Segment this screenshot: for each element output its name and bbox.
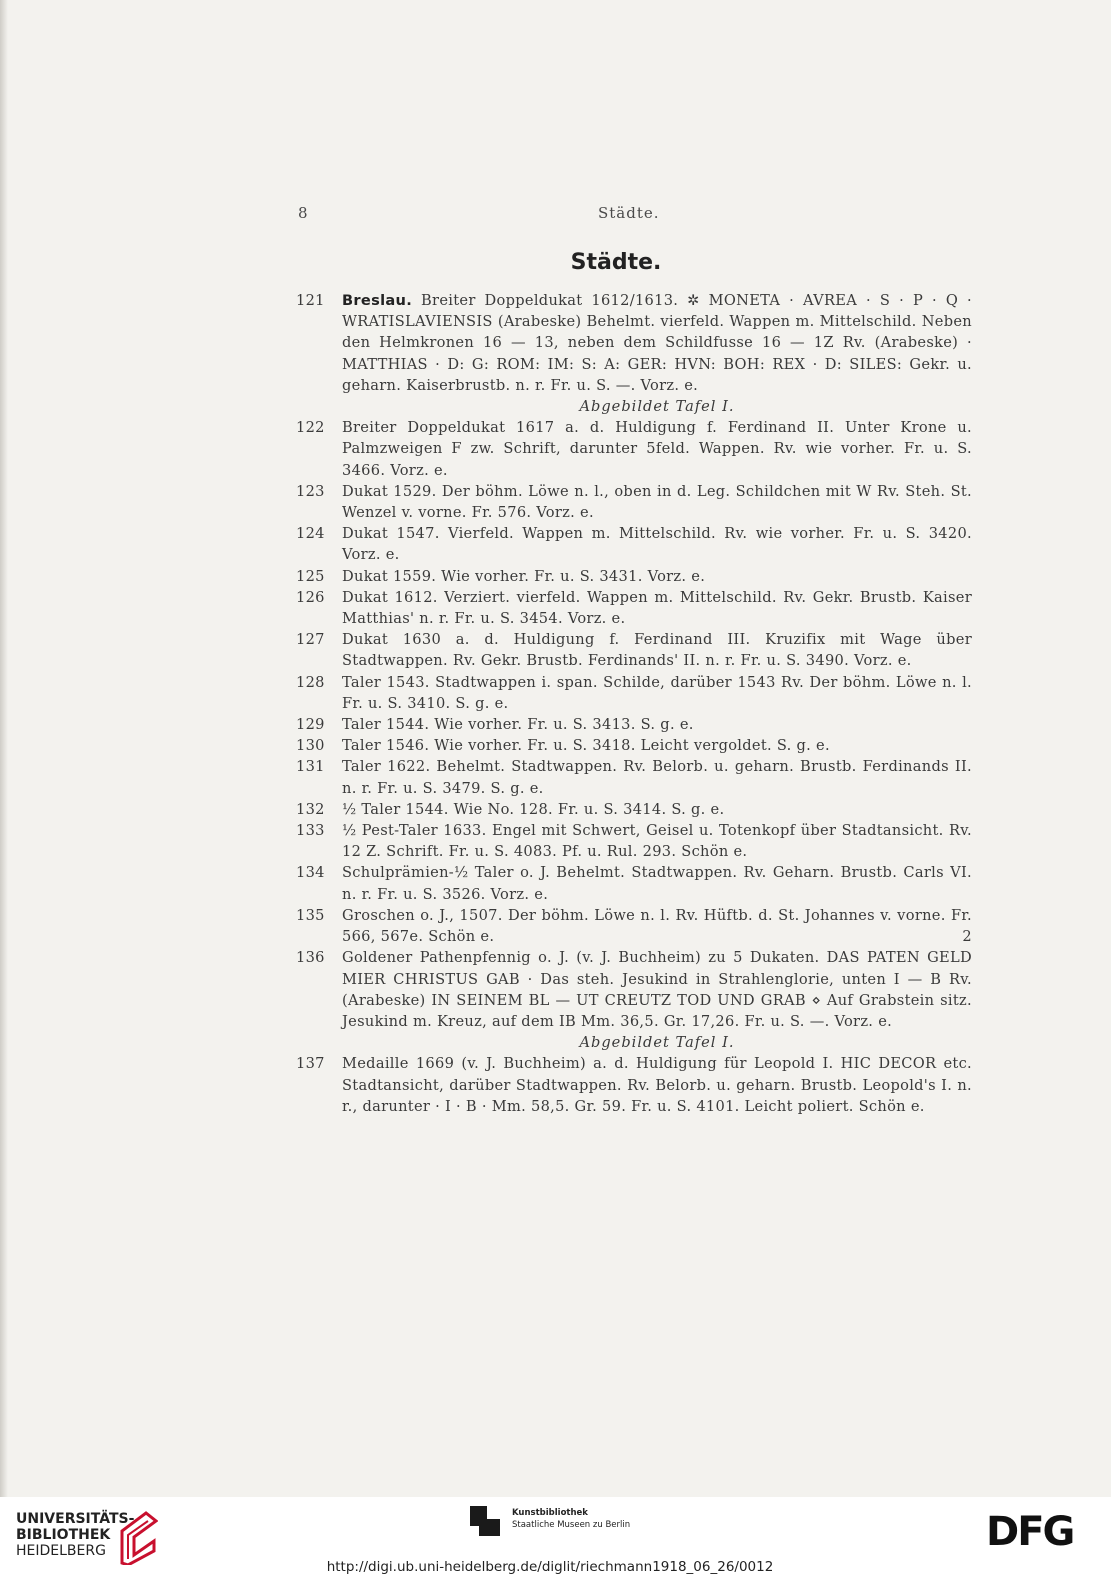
library-mark-icon xyxy=(118,1511,158,1565)
logo-line: HEIDELBERG xyxy=(16,1543,106,1559)
page-number: 8 xyxy=(298,204,309,222)
illustration-caption: Abgebildet Tafel I. xyxy=(579,1034,735,1052)
entry-number: 132 xyxy=(296,800,325,818)
catalog-entry xyxy=(296,629,972,671)
entry-text: ½ Taler 1544. Wie No. 128. Fr. u. S. 3414. S. g. e. xyxy=(342,800,725,818)
catalog-entry xyxy=(296,756,972,798)
kb-subtitle: Staatliche Museen zu Berlin xyxy=(512,1520,631,1530)
catalog-entry xyxy=(296,820,972,862)
page-edge-shadow xyxy=(0,0,8,1497)
entry-number: 127 xyxy=(296,631,325,649)
entry-number: 126 xyxy=(296,588,325,606)
entry-text: Schulprämien-½ Taler o. J. Behelmt. Stadtwappen. Rv. Geharn. Brustb. Carls VI. n. r. Fr. u. S. 3526. Vorz. e. xyxy=(342,864,972,903)
entry-text: Dukat 1559. Wie vorher. Fr. u. S. 3431. Vorz. e. xyxy=(342,567,706,585)
logo-line: UNIVERSITÄTS- xyxy=(16,1511,135,1527)
entry-text: ½ Pest-Taler 1633. Engel mit Schwert, Geisel u. Totenkopf über Stadtansicht. Rv. 12 Z. Schrift. Fr. u. S. 4083. Pf. u. Rul. 293. Schön e. xyxy=(342,822,972,861)
entry-number: 123 xyxy=(296,482,325,500)
catalog-entry xyxy=(296,714,972,735)
entry-text: Medaille 1669 (v. J. Buchheim) a. d. Huldigung für Leopold I. HIC DECOR etc. Stadtansicht, darüber Stadtwappen. Rv. Belorb. u. geharn. Brustb. Leopold's I. n. r., darunter · I · B · Mm. 58,5. Gr. 59. Fr. u. S. 4101. Leicht poliert. Schön e. xyxy=(342,1055,972,1115)
kunstbibliothek-label xyxy=(512,1507,630,1531)
catalog-entry xyxy=(296,947,972,1032)
entry-number: 129 xyxy=(296,716,325,734)
entry-text: Dukat 1630 a. d. Huldigung f. Ferdinand III. Kruzifix mit Wage über Stadtwappen. Rv. Gekr. Brustb. Ferdinands' II. n. r. Fr. u. S. 3490. Vorz. e. xyxy=(342,631,972,670)
section-title: Städte. xyxy=(570,250,662,275)
entry-text: Dukat 1612. Verziert. vierfeld. Wappen m. Mittelschild. Rv. Gekr. Brustb. Kaiser Matthias' n. r. Fr. u. S. 3454. Vorz. e. xyxy=(342,588,972,628)
entry-number: 130 xyxy=(296,737,325,755)
entry-text: Goldener Pathenpfennig o. J. (v. J. Buchheim) zu 5 Dukaten. DAS PATEN GELD MIER CHRISTUS GAB · Das steh. Jesukind in Strahlenglorie, unten I — B Rv. (Arabeske) IN SEINEM BL — UT CREUTZ TOD UND GRAB ⋄ Auf Grabstein sitz. Jesukind m. Kreuz, auf dem IB Mm. 36,5. Gr. 17,26. Fr. u. S. —. Vorz. e. xyxy=(342,949,972,1030)
running-title: Städte. xyxy=(598,204,660,222)
entry-text: Dukat 1529. Der böhm. Löwe n. l., oben in d. Leg. Schildchen mit W Rv. Steh. St. Wenzel v. vorne. Fr. 576. Vorz. e. xyxy=(342,482,972,522)
catalog-entries xyxy=(296,290,972,1117)
logo-line: BIBLIOTHEK xyxy=(16,1527,111,1543)
catalog-entry xyxy=(296,672,972,714)
entry-number: 124 xyxy=(296,525,325,543)
entry-number: 122 xyxy=(296,419,325,437)
entry-text: Breiter Doppeldukat 1617 a. d. Huldigung f. Ferdinand II. Unter Krone u. Palmzweigen F zw. Schrift, darunter 5feld. Wappen. Rv. wie vorher. Fr. u. S. 3466. Vorz. e. xyxy=(342,419,972,479)
entry-number: 125 xyxy=(296,567,325,585)
dfg-logo[interactable]: DFG xyxy=(986,1509,1074,1555)
permalink-url[interactable]: http://digi.ub.uni-heidelberg.de/diglit/riechmann1918_06_26/0012 xyxy=(326,1559,774,1575)
entry-number: 128 xyxy=(296,673,325,691)
catalog-entry xyxy=(296,566,972,587)
university-library-logo[interactable] xyxy=(16,1511,134,1559)
entry-number: 134 xyxy=(296,864,325,882)
catalog-entry xyxy=(296,587,972,629)
catalog-entry xyxy=(296,1053,972,1117)
entry-number: 133 xyxy=(296,822,325,840)
catalog-entry xyxy=(296,417,972,481)
entry-number: 135 xyxy=(296,906,325,924)
entry-text: Taler 1544. Wie vorher. Fr. u. S. 3413. S. g. e. xyxy=(342,716,694,734)
entry-margin-note: 2 xyxy=(962,928,972,946)
entry-text: Dukat 1547. Vierfeld. Wappen m. Mittelschild. Rv. wie vorher. Fr. u. S. 3420. Vorz. e. xyxy=(342,525,972,564)
entry-text: Breiter Doppeldukat 1612/1613. ✲ MONETA · AVREA · S · P · Q · WRATISLAVIENSIS (Arabeske) Behelmt. vierfeld. Wappen m. Mittelschild. Neben den Helmkronen 16 — 13, neben dem Schildfusse 16 — 1Z Rv. (Arabeske) · MATTHIAS · D: G: ROM: IM: S: A: GER: HVN: BOH: REX · D: SILES: Gekr. u. geharn. Kaiserbrustb. n. r. Fr. u. S. —. Vorz. e. xyxy=(342,292,972,394)
entry-number: 121 xyxy=(296,292,325,309)
illustration-caption: Abgebildet Tafel I. xyxy=(579,398,735,416)
catalog-entry xyxy=(296,481,972,523)
entry-number: 131 xyxy=(296,758,325,776)
catalog-entry xyxy=(296,523,972,565)
catalog-entry xyxy=(296,862,972,904)
catalog-entry xyxy=(296,290,972,396)
entry-number: 137 xyxy=(296,1055,325,1073)
kunstbibliothek-logo-icon[interactable] xyxy=(470,1506,500,1536)
catalog-entry xyxy=(296,799,972,820)
kb-title: Kunstbibliothek xyxy=(512,1508,588,1518)
viewer-footer xyxy=(0,1497,1111,1583)
entry-city: Breslau. xyxy=(342,292,413,309)
catalog-entry xyxy=(296,735,972,756)
entry-text: Taler 1546. Wie vorher. Fr. u. S. 3418. Leicht vergoldet. S. g. e. xyxy=(342,737,830,755)
entry-text: Taler 1622. Behelmt. Stadtwappen. Rv. Belorb. u. geharn. Brustb. Ferdinands II. n. r. Fr. u. S. 3479. S. g. e. xyxy=(342,758,972,797)
entry-number: 136 xyxy=(296,949,325,967)
entry-text: Taler 1543. Stadtwappen i. span. Schilde, darüber 1543 Rv. Der böhm. Löwe n. l. Fr. u. S. 3410. S. g. e. xyxy=(342,673,972,712)
entry-text: Groschen o. J., 1507. Der böhm. Löwe n. l. Rv. Hüftb. d. St. Johannes v. vorne. Fr. 566, 567e. Schön e. xyxy=(342,906,972,946)
catalog-entry xyxy=(296,905,972,947)
